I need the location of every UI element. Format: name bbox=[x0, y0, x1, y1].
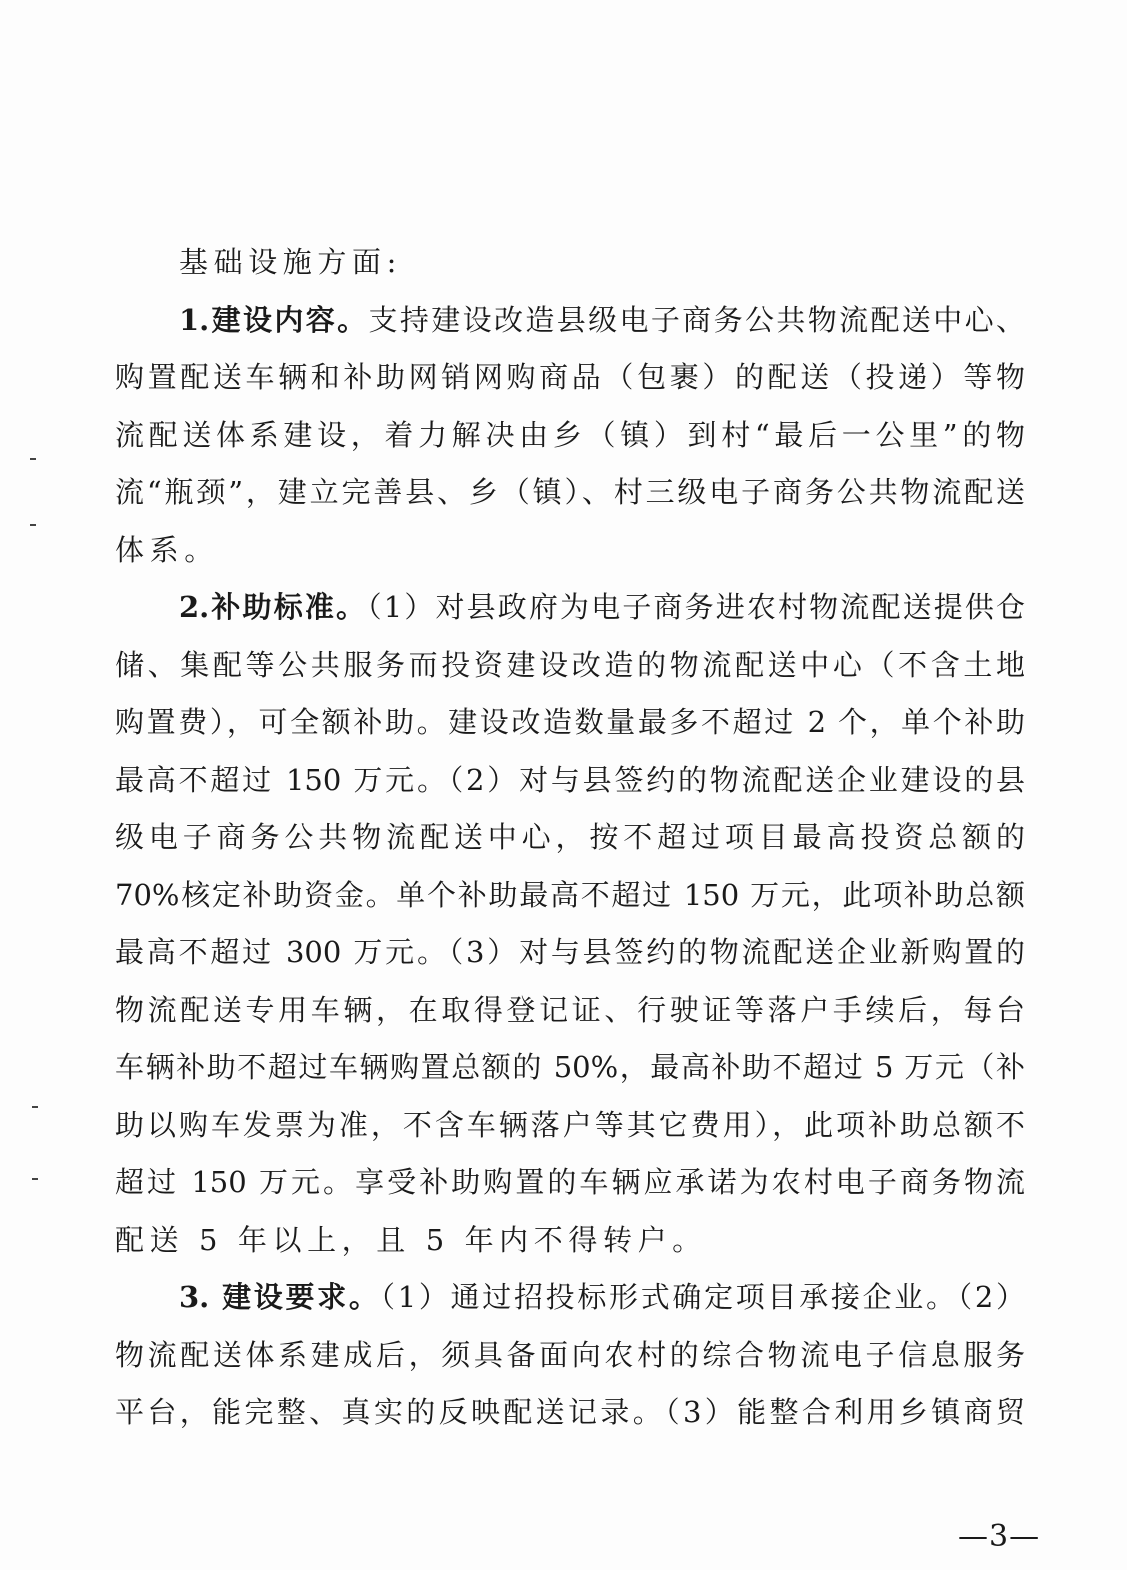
section-1-heading: 1.建设内容。 bbox=[179, 302, 369, 337]
section-2-line: 配送 5 年以上，且 5 年内不得转户。 bbox=[115, 1222, 707, 1257]
scan-mark bbox=[30, 524, 36, 526]
section-3-line: 物流配送体系建成后，须具备面向农村的综合物流电子信息服务 bbox=[115, 1337, 1025, 1372]
section-2-line: 最高不超过 150 万元。（2）对与县签约的物流配送企业建设的县 bbox=[115, 762, 1025, 797]
intro-text: 基础设施方面: bbox=[179, 245, 402, 279]
section-2-heading: 2.补助标准。 bbox=[179, 590, 368, 624]
section-3-heading: 3. 建设要求。 bbox=[179, 1280, 381, 1314]
section-1-line: 流配送体系建设，着力解决由乡（镇）到村“最后一公里”的物 bbox=[115, 417, 1025, 452]
section-3-line-1: （1）通过招投标形式确定项目承接企业。（2） bbox=[380, 1280, 1025, 1314]
section-3-line: 平台，能完整、真实的反映配送记录。（3）能整合利用乡镇商贸 bbox=[115, 1395, 1025, 1429]
section-2-line: 级电子商务公共物流配送中心，按不超过项目最高投资总额的 bbox=[115, 820, 1025, 854]
section-2-line: 70%核定补助资金。单个补助最高不超过 150 万元，此项补助总额 bbox=[115, 877, 1025, 912]
section-1-line: 流“瓶颈”，建立完善县、乡（镇）、村三级电子商务公共物流配送 bbox=[115, 475, 1025, 509]
section-2-first-line bbox=[115, 579, 1025, 637]
section-2-line: 助以购车发票为准，不含车辆落户等其它费用），此项补助总额不 bbox=[115, 1107, 1025, 1142]
section-1-line-1: 支持建设改造县级电子商务公共物流配送中心、 bbox=[368, 302, 1025, 337]
section-1-line: 购置配送车辆和补助网销网购商品（包裹）的配送（投递）等物 bbox=[115, 360, 1025, 394]
section-1-line: 体系。 bbox=[115, 532, 219, 567]
page-number: —3— bbox=[958, 1519, 1041, 1554]
section-2-line: 车辆补助不超过车辆购置总额的 50%，最高补助不超过 5 万元（补 bbox=[115, 1050, 1025, 1084]
section-2-line: 物流配送专用车辆，在取得登记证、行驶证等落户手续后，每台 bbox=[115, 992, 1025, 1027]
body-text bbox=[115, 234, 1025, 1442]
scan-mark bbox=[32, 1178, 38, 1180]
scan-mark bbox=[30, 458, 36, 460]
section-2-line: 储、集配等公共服务而投资建设改造的物流配送中心（不含土地 bbox=[115, 647, 1025, 682]
section-2-line: 超过 150 万元。享受补助购置的车辆应承诺为农村电子商务物流 bbox=[115, 1165, 1025, 1199]
section-2-line-1: （1）对县政府为电子商务进农村物流配送提供仓 bbox=[367, 590, 1026, 624]
section-1-first-line bbox=[115, 292, 1025, 350]
section-2-line: 最高不超过 300 万元。（3）对与县签约的物流配送企业新购置的 bbox=[115, 935, 1025, 969]
section-3-first-line bbox=[115, 1269, 1025, 1327]
scan-mark bbox=[32, 1106, 38, 1108]
section-2-line: 购置费），可全额补助。建设改造数量最多不超过 2 个，单个补助 bbox=[115, 705, 1025, 739]
intro-line bbox=[115, 234, 1025, 292]
